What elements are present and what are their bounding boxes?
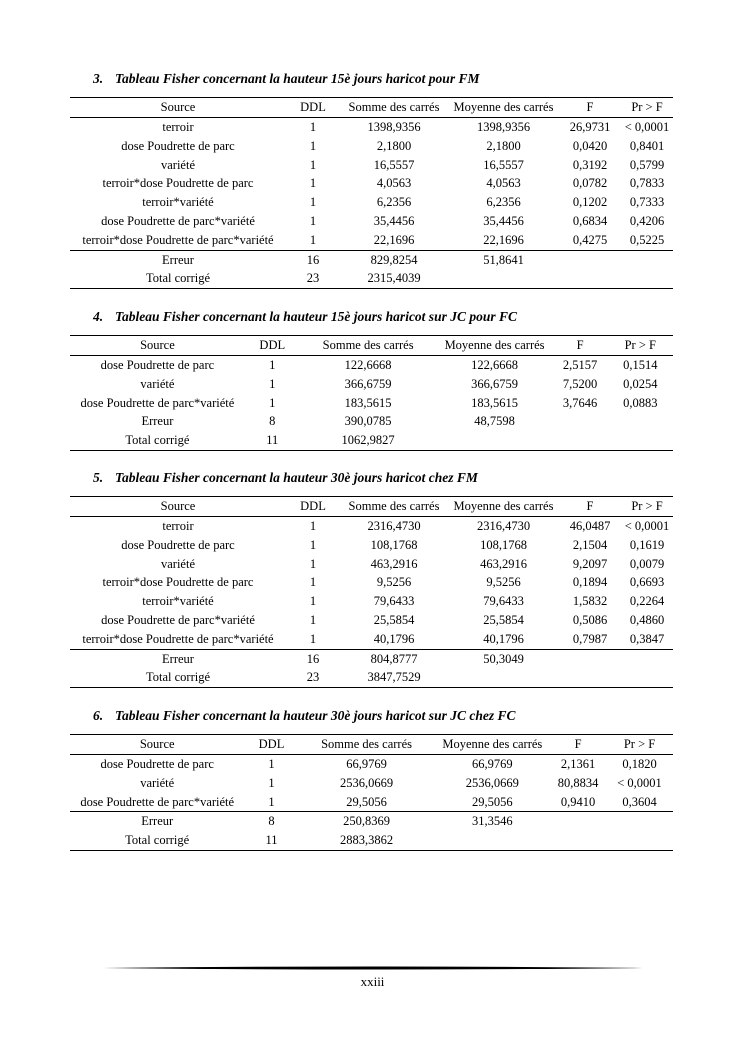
table-cell: 108,1768 xyxy=(370,537,418,552)
table-cell: 1 xyxy=(268,775,275,790)
table-cell: dose Poudrette de parc xyxy=(121,138,235,153)
table-cell: 9,5256 xyxy=(376,575,412,590)
table-cell: 0,3604 xyxy=(622,794,657,809)
table-cell: 6,2356 xyxy=(486,195,521,210)
table-cell: dose Poudrette de parc xyxy=(100,358,215,372)
table-cell: Erreur xyxy=(70,250,286,269)
table-cell: 1 xyxy=(309,519,317,533)
table-cell: 66,9769 xyxy=(346,757,387,771)
table-cell: 50,3049 xyxy=(448,649,559,668)
table-cell: 1 xyxy=(309,537,317,552)
table-cell: 1 xyxy=(309,120,317,134)
table-cell: Erreur xyxy=(70,812,244,831)
fisher-table-5 xyxy=(70,496,673,688)
table-cell: 16,5557 xyxy=(373,157,415,172)
table-cell: terroir*variété xyxy=(142,195,214,210)
table-cell: 0,7833 xyxy=(629,176,665,191)
fisher-table-3 xyxy=(70,97,673,289)
table-cell: 2315,4039 xyxy=(340,269,448,288)
section-6 xyxy=(70,708,673,851)
column-header: F xyxy=(553,336,608,356)
table-row xyxy=(70,793,673,812)
table-cell xyxy=(437,431,553,450)
table-cell: dose Poudrette de parc*variété xyxy=(80,395,235,410)
column-header: F xyxy=(550,735,606,755)
table-row xyxy=(70,212,673,231)
table-cell: < 0,0001 xyxy=(624,120,670,134)
table-cell: 2,1800 xyxy=(486,138,521,153)
table-cell: 0,4206 xyxy=(629,213,665,228)
table-cell: 1062,9827 xyxy=(300,431,437,450)
table-header-row xyxy=(70,735,673,755)
column-header: DDL xyxy=(244,735,298,755)
table-cell: terroir*variété xyxy=(142,594,214,609)
table-cell xyxy=(608,412,673,431)
table-cell: terroir*dose Poudrette de parc xyxy=(102,575,254,590)
table-cell xyxy=(621,269,673,288)
table-cell: 0,3192 xyxy=(572,157,608,172)
table-cell: 0,5799 xyxy=(629,157,665,172)
table-cell: 390,0785 xyxy=(344,414,392,429)
column-header: Moyenne des carrés xyxy=(448,497,559,517)
table-cell: 122,6668 xyxy=(471,358,518,372)
table-cell: Erreur xyxy=(141,414,174,429)
table-cell: 0,9410 xyxy=(560,794,596,809)
table-cell: 29,5056 xyxy=(346,794,387,809)
table-cell: 1 xyxy=(269,376,276,391)
column-header: Source xyxy=(70,735,244,755)
table-cell: 1 xyxy=(309,195,317,210)
table-row xyxy=(70,174,673,193)
table-cell: 0,1894 xyxy=(572,575,608,590)
table-row xyxy=(70,536,673,555)
table-cell: 16 xyxy=(286,649,340,668)
column-header: Somme des carrés xyxy=(340,98,448,118)
table-cell: 16,5557 xyxy=(483,157,524,172)
table-cell xyxy=(553,431,608,450)
table-row xyxy=(70,517,673,536)
table-cell: 1 xyxy=(309,612,317,627)
table-cell: 122,6668 xyxy=(344,358,392,372)
column-header: Somme des carrés xyxy=(300,336,437,356)
table-header-row xyxy=(70,336,673,356)
table-cell: 0,0254 xyxy=(623,376,658,391)
table-cell: 80,8834 xyxy=(557,775,599,790)
table-cell: 0,0883 xyxy=(623,395,658,410)
fisher-table-4 xyxy=(70,335,673,451)
table-cell: 4,0563 xyxy=(486,176,521,191)
table-cell: Erreur xyxy=(70,649,286,668)
table-cell: 250,8369 xyxy=(299,812,435,831)
table-cell: < 0,0001 xyxy=(624,519,670,533)
column-header: Moyenne des carrés xyxy=(437,336,553,356)
page-number: xxiii xyxy=(360,974,385,989)
column-header: F xyxy=(559,98,621,118)
table-cell: 829,8254 xyxy=(340,250,448,269)
table-cell xyxy=(559,649,621,668)
column-header: DDL xyxy=(286,497,340,517)
table-cell: 1 xyxy=(309,232,317,247)
table-row xyxy=(70,573,673,592)
table-cell: 0,5086 xyxy=(572,612,608,627)
table-cell xyxy=(621,668,673,687)
table-cell: Total corrigé xyxy=(70,831,244,850)
section-4-heading: 4. Tableau Fisher concernant la hauteur 15è jours haricot sur JC pour FC xyxy=(93,309,517,324)
table-cell: 11 xyxy=(245,431,300,450)
table-row xyxy=(70,812,673,831)
table-row xyxy=(70,137,673,156)
table-cell: 183,5615 xyxy=(344,395,392,410)
table-row xyxy=(70,555,673,574)
table-row xyxy=(70,356,673,375)
table-row xyxy=(70,250,673,269)
table-cell: 23 xyxy=(286,668,340,687)
table-cell: < 0,0001 xyxy=(617,775,662,790)
table-cell: variété xyxy=(140,775,175,790)
table-cell: 2316,4730 xyxy=(367,519,421,533)
table-cell: 8 xyxy=(244,812,298,831)
table-cell: 7,5200 xyxy=(562,376,598,391)
table-cell: variété xyxy=(160,556,195,571)
section-5-heading: 5. Tableau Fisher concernant la hauteur 30è jours haricot chez FM xyxy=(93,470,478,485)
table-cell: 0,2264 xyxy=(629,594,665,609)
table-row xyxy=(70,755,673,774)
table-cell xyxy=(434,831,550,850)
table-cell: dose Poudrette de parc*variété xyxy=(80,794,235,809)
table-cell: 22,1696 xyxy=(483,232,524,247)
column-header: Pr > F xyxy=(621,497,673,517)
table-cell: 2,1361 xyxy=(560,757,596,771)
table-cell: 0,6693 xyxy=(629,575,665,590)
table-cell: 108,1768 xyxy=(480,537,527,552)
table-cell xyxy=(553,412,608,431)
table-cell: 2536,0669 xyxy=(339,775,394,790)
table-cell: 183,5615 xyxy=(471,395,518,410)
table-cell: 26,9731 xyxy=(569,120,611,134)
table-row xyxy=(70,630,673,649)
column-header: DDL xyxy=(286,98,340,118)
table-cell: variété xyxy=(160,157,195,172)
footer-divider xyxy=(103,966,643,970)
table-cell: 804,8777 xyxy=(340,649,448,668)
table-cell: dose Poudrette de parc*variété xyxy=(101,612,255,627)
section-5-title: Tableau Fisher concernant la hauteur 30è jours haricot chez FM xyxy=(115,470,478,485)
section-3-title: Tableau Fisher concernant la hauteur 15è jours haricot pour FM xyxy=(115,71,480,86)
table-cell: 8 xyxy=(269,414,276,429)
table-cell xyxy=(621,649,673,668)
table-cell: 2,5157 xyxy=(562,358,598,372)
section-6-title: Tableau Fisher concernant la hauteur 30è jours haricot sur JC chez FC xyxy=(115,708,516,723)
table-cell xyxy=(621,250,673,269)
table-cell: terroir xyxy=(162,120,194,134)
table-cell: dose Poudrette de parc xyxy=(100,757,214,771)
table-header-row xyxy=(70,98,673,118)
table-cell: 0,1202 xyxy=(572,195,608,210)
table-cell: 1 xyxy=(269,358,276,372)
table-cell: 1 xyxy=(309,213,317,228)
table-row xyxy=(70,375,673,394)
table-cell: 6,2356 xyxy=(376,195,412,210)
table-cell: 1 xyxy=(268,794,275,809)
column-header: Somme des carrés xyxy=(299,735,435,755)
table-cell: 35,4456 xyxy=(373,213,415,228)
table-cell: 9,5256 xyxy=(486,575,521,590)
table-row xyxy=(70,231,673,250)
section-5 xyxy=(70,470,673,688)
table-cell: 1,5832 xyxy=(572,594,608,609)
section-4 xyxy=(70,309,673,451)
table-cell: 29,5056 xyxy=(472,794,513,809)
table-cell: 46,0487 xyxy=(569,519,611,533)
table-row xyxy=(70,831,673,850)
table-cell: 48,7598 xyxy=(474,414,515,429)
table-cell: 16 xyxy=(286,250,340,269)
table-cell xyxy=(559,668,621,687)
table-cell: 1398,9356 xyxy=(476,120,531,134)
table-cell: 3847,7529 xyxy=(340,668,448,687)
table-cell: 1 xyxy=(309,157,317,172)
table-cell: 0,8401 xyxy=(629,138,665,153)
table-cell xyxy=(559,269,621,288)
table-cell: 2,1800 xyxy=(376,138,412,153)
table-cell: 0,4275 xyxy=(572,232,608,247)
table-cell: 4,0563 xyxy=(376,176,412,191)
table-cell: 0,1619 xyxy=(629,537,665,552)
table-cell: 1 xyxy=(269,395,276,410)
table-cell: 1 xyxy=(309,631,317,646)
table-cell xyxy=(559,250,621,269)
table-row xyxy=(70,118,673,137)
table-row xyxy=(70,193,673,212)
column-header: Pr > F xyxy=(608,336,673,356)
table-cell: Total corrigé xyxy=(70,431,245,450)
table-cell: 0,5225 xyxy=(629,232,665,247)
table-header-row xyxy=(70,497,673,517)
table-cell: terroir*dose Poudrette de parc*variété xyxy=(82,631,274,646)
table-cell: 0,1514 xyxy=(623,358,658,372)
table-cell: 11 xyxy=(244,831,298,850)
fisher-table-6 xyxy=(70,734,673,851)
table-cell: 0,6834 xyxy=(572,213,608,228)
table-row xyxy=(70,156,673,175)
table-cell: 0,3847 xyxy=(629,631,665,646)
table-row xyxy=(70,412,673,431)
table-cell: 1 xyxy=(309,176,317,191)
column-header: Pr > F xyxy=(606,735,673,755)
table-cell xyxy=(448,668,559,687)
table-cell: 22,1696 xyxy=(373,232,415,247)
column-header: Source xyxy=(70,497,286,517)
table-cell: 0,0782 xyxy=(572,176,608,191)
table-row xyxy=(70,611,673,630)
table-cell: 2883,3862 xyxy=(299,831,435,850)
table-cell: terroir xyxy=(162,519,194,533)
table-cell xyxy=(550,812,606,831)
table-cell: 66,9769 xyxy=(472,757,513,771)
table-cell: 0,0079 xyxy=(629,556,665,571)
table-cell: 35,4456 xyxy=(483,213,524,228)
table-cell: 1 xyxy=(309,575,317,590)
table-cell: 40,1796 xyxy=(373,631,415,646)
table-cell: 366,6759 xyxy=(344,376,392,391)
table-cell: dose Poudrette de parc xyxy=(121,537,235,552)
table-cell: 3,7646 xyxy=(562,395,598,410)
table-cell: 1398,9356 xyxy=(367,120,421,134)
table-cell xyxy=(606,812,673,831)
table-cell: 25,5854 xyxy=(373,612,415,627)
table-cell: 1 xyxy=(309,594,317,609)
column-header: Somme des carrés xyxy=(340,497,448,517)
table-cell: 23 xyxy=(286,269,340,288)
table-cell xyxy=(606,831,673,850)
table-cell: variété xyxy=(140,376,175,391)
table-cell: 79,6433 xyxy=(373,594,415,609)
table-cell: Total corrigé xyxy=(70,269,286,288)
table-row xyxy=(70,269,673,288)
column-header: Source xyxy=(70,98,286,118)
table-cell: 2316,4730 xyxy=(476,519,531,533)
table-cell: terroir*dose Poudrette de parc*variété xyxy=(82,232,274,247)
table-cell: 0,7987 xyxy=(572,631,608,646)
section-4-title: Tableau Fisher concernant la hauteur 15è jours haricot sur JC pour FC xyxy=(115,309,517,324)
table-cell: 25,5854 xyxy=(483,612,524,627)
column-header: DDL xyxy=(245,336,300,356)
table-cell: 1 xyxy=(309,138,317,153)
column-header: Source xyxy=(70,336,245,356)
column-header: Pr > F xyxy=(621,98,673,118)
table-cell: 463,2916 xyxy=(370,556,418,571)
table-cell: 40,1796 xyxy=(483,631,524,646)
section-6-heading: 6. Tableau Fisher concernant la hauteur 30è jours haricot sur JC chez FC xyxy=(93,708,516,723)
table-row xyxy=(70,431,673,450)
table-cell: 463,2916 xyxy=(480,556,527,571)
table-row xyxy=(70,394,673,413)
table-row xyxy=(70,774,673,793)
table-row xyxy=(70,592,673,611)
table-cell xyxy=(448,269,559,288)
table-cell: 1 xyxy=(268,757,275,771)
table-cell: terroir*dose Poudrette de parc xyxy=(102,176,254,191)
table-cell xyxy=(550,831,606,850)
table-cell: 0,0420 xyxy=(572,138,608,153)
table-cell: 2536,0669 xyxy=(465,775,519,790)
table-cell: 51,8641 xyxy=(448,250,559,269)
table-cell: Total corrigé xyxy=(70,668,286,687)
table-cell xyxy=(608,431,673,450)
table-cell: dose Poudrette de parc*variété xyxy=(101,213,255,228)
section-3-heading: 3. Tableau Fisher concernant la hauteur 15è jours haricot pour FM xyxy=(93,71,480,86)
table-cell: 31,3546 xyxy=(434,812,550,831)
table-cell: 0,4860 xyxy=(629,612,665,627)
table-cell: 366,6759 xyxy=(471,376,518,391)
table-row xyxy=(70,649,673,668)
column-header: F xyxy=(559,497,621,517)
column-header: Moyenne des carrés xyxy=(448,98,559,118)
table-row xyxy=(70,668,673,687)
table-cell: 79,6433 xyxy=(483,594,524,609)
table-cell: 1 xyxy=(309,556,317,571)
section-3 xyxy=(70,71,673,289)
table-cell: 9,2097 xyxy=(572,556,608,571)
column-header: Moyenne des carrés xyxy=(434,735,550,755)
table-cell: 0,1820 xyxy=(622,757,657,771)
table-cell: 0,7333 xyxy=(629,195,665,210)
table-cell: 2,1504 xyxy=(572,537,608,552)
